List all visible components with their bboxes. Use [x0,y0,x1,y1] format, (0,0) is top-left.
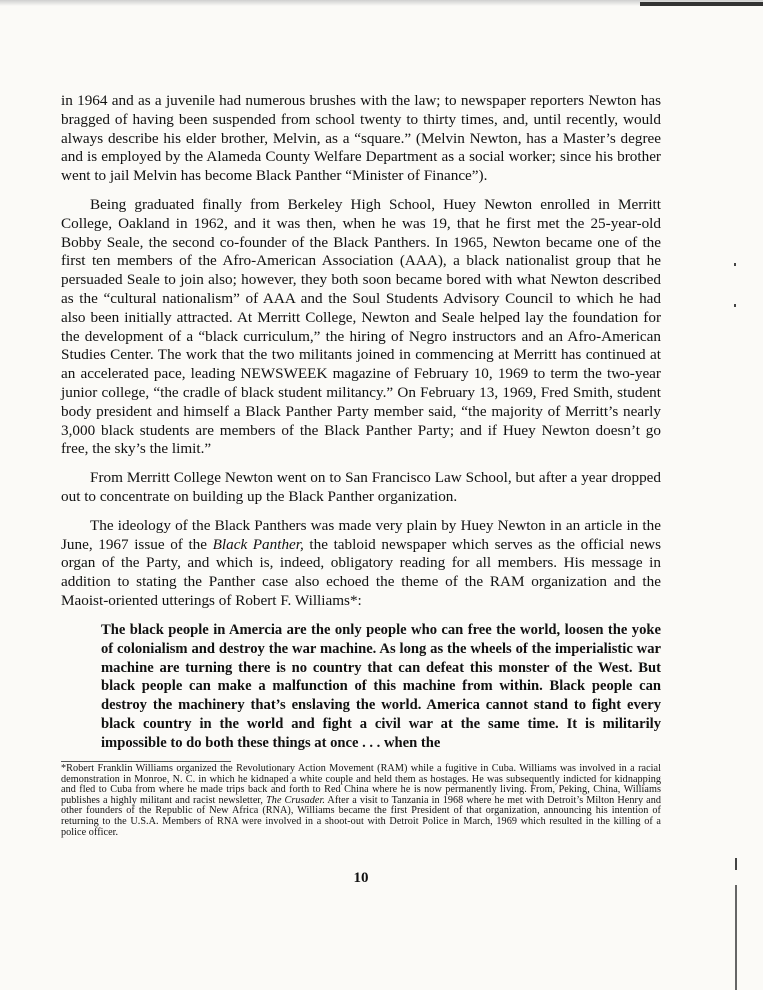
scan-speck [735,858,737,870]
scan-speck [734,263,736,266]
footnote-italic-title: The Crusader. [266,794,325,806]
footnote-text-after: After a visit to Tanzania in 1968 where he met with Detroit’s Milton Henry and other founders of the Republic of New Africa (RNA), Williams became the first President of that organization, announcing his intention of returning to the U.S.A. Members of RNA were involved in a shoot-out with Detroit Police in March, 1969 which resulted in the killing of a police officer. [61,794,661,838]
paragraph-2: Being graduated finally from Berkeley High School, Huey Newton enrolled in Merritt College, Oakland in 1962, and it was then, when he was 19, that he first met the 25-year-old Bobby Seale, the second co-founder of the Black Panthers. In 1965, Newton became one of the first ten members of the Afro-American Association (AAA), a black nationalist group that he persuaded Seale to join also; however, they both soon became bored with what Newton described as the “cultural nationalism” of AAA and the Soul Students Advisory Council to which he had also been initially attracted. At Merritt College, Newton and Seale helped lay the foundation for the development of a “black curriculum,” the hiring of Negro instructors and an Afro-American Studies Center. The work that the two militants joined in commencing at Merritt has continued at an accelerated pace, leading NEWSWEEK magazine of February 10, 1969 to term the two-year junior college, “the cradle of black student militancy.” On February 13, 1969, Fred Smith, student body president and himself a Black Panther Party member said, “the majority of Merritt’s nearly 3,000 black students are members of the Black Panther Party; and if Huey Newton doesn’t go free, the sky’s the limit.” [61,195,661,458]
block-quote: The black people in Amercia are the only people who can free the world, loosen the yoke of colonialism and destroy the war machine. As long as the wheels of the imperialistic war machine are turning there is no country that can defeat this monster of the West. But black people can make a malfunction of this machine from within. Black people can destroy the machinery that’s enslaving the world. America cannot stand to fight every black country in the world and fight a civil war at the same time. It is militarily impossible to do both these things at once . . . when the [101,621,661,752]
paragraph-4-text-before: The ideology of the Black Panthers was made very plain by Huey Newton in an article in the June, 1967 issue of the [61,516,661,553]
footnote-divider [61,761,231,762]
paragraph-3: From Merritt College Newton went on to San Francisco Law School, but after a year dropped out to concentrate on building up the Black Panther organization. [61,469,661,505]
page-number: 10 [353,870,369,886]
paragraph-1: in 1964 and as a juvenile had numerous brushes with the law; to newspaper reporters Newton has bragged of having been suspended from school twenty to thirty times, and, until recently, would always describe his elder brother, Melvin, as a “square.” (Melvin Newton, has a Master’s degree and is employed by the Alameda County Welfare Department as a social worker; since his brother went to jail Melvin has become Black Panther “Minister of Finance”). [61,92,661,185]
scan-edge-line [735,885,737,990]
top-edge-mark [640,2,763,6]
paragraph-4 [61,517,661,611]
document-page [61,92,661,838]
scan-speck [734,304,736,307]
footnote [61,764,661,838]
footnote-text-before: *Robert Franklin Williams organized the Revolutionary Action Movement (RAM) while a fugitive in Cuba. Williams was involved in a racial demonstration in Monroe, N. C. in which he kidnaped a white couple and held them as hostages. He was subsequently indicted for kidnapping and fled to Cuba from where he made trips back and forth to Red China where he is now permanently living. From, Peking, China, Williams publishes a highly militant and racist newsletter, [61,763,661,806]
paragraph-4-italic-title: Black Panther, [212,535,304,553]
paragraph-4-text-after: the tabloid newspaper which serves as the official news organ of the Party, and which is, indeed, obligatory reading for all members. His message in addition to stating the Panther case also echoed the theme of the RAM organization and the Maoist-oriented utterings of Robert F. Williams*: [61,535,661,609]
